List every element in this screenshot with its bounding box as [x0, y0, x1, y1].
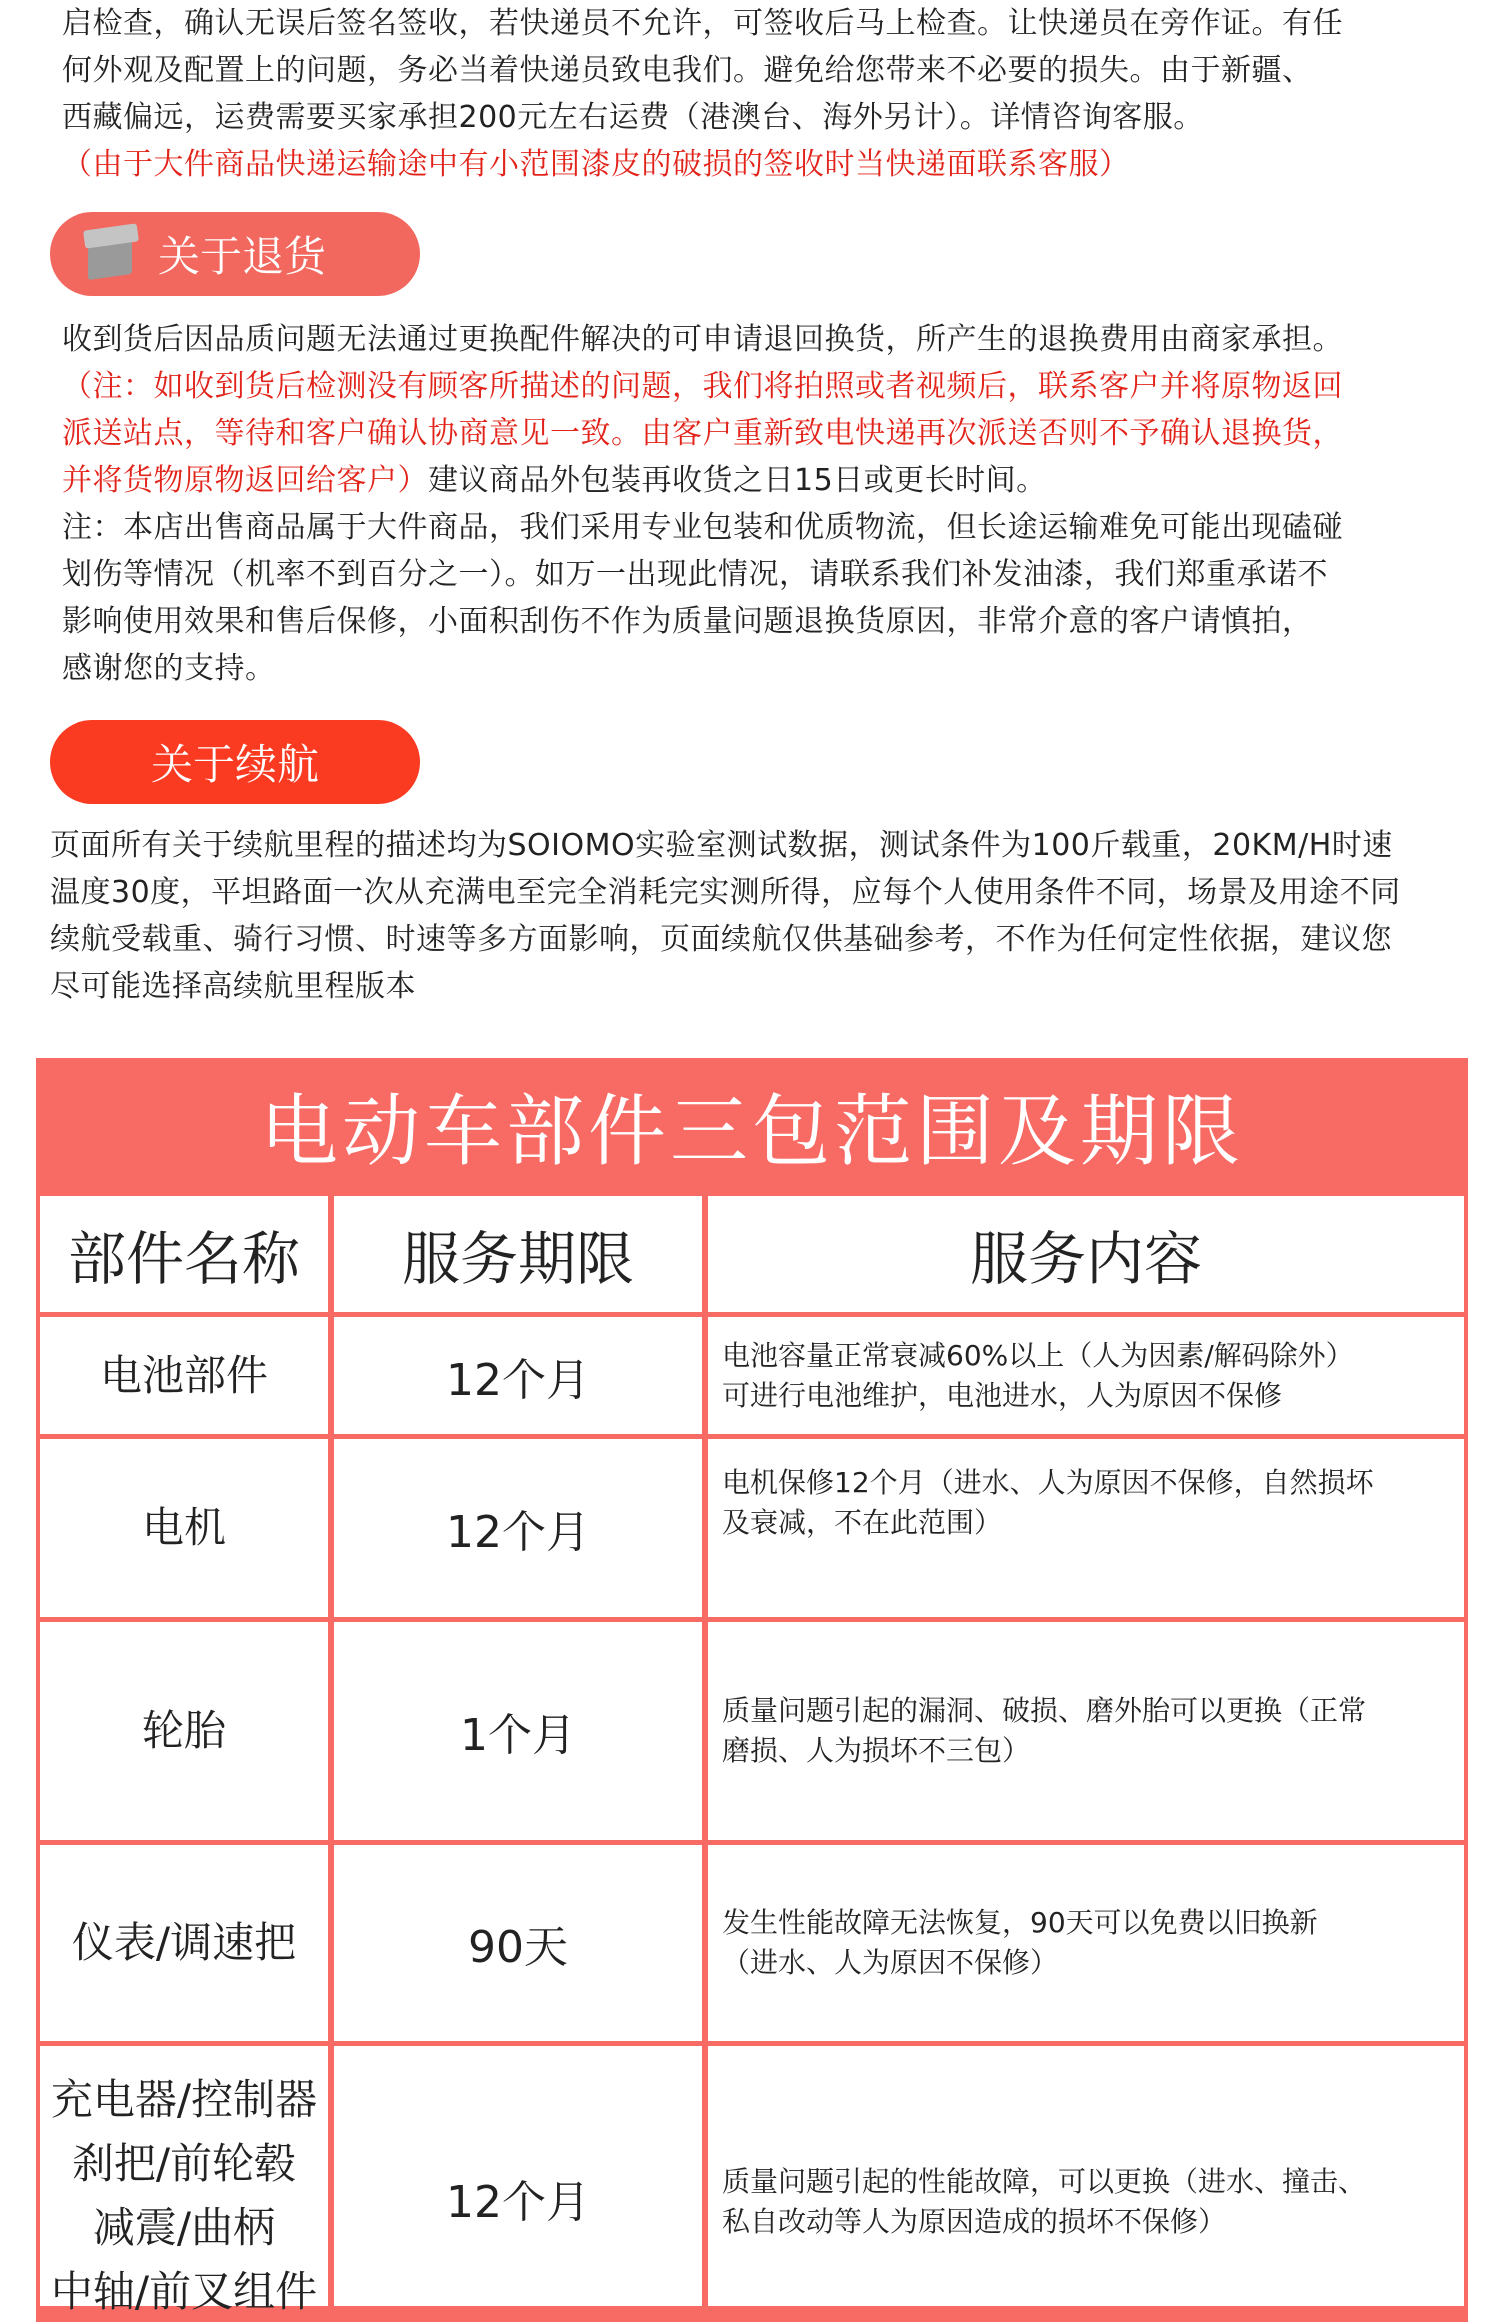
row-part-name: [40, 2046, 328, 2316]
content-line: 质量问题引起的性能故障，可以更换（进水、撞击、: [722, 2165, 1367, 2198]
part-name-text: 刹把/前轮毂: [71, 2139, 297, 2188]
intro-paragraph: [62, 0, 1452, 188]
row-part-name: [40, 1845, 328, 2041]
content-line: 磨损、人为损坏不三包）: [722, 1734, 1031, 1767]
returns-line: 收到货后因品质问题无法通过更换配件解决的可申请退回换货，所产生的退换费用由商家承担。: [62, 322, 1343, 357]
row-part-name: [40, 1317, 328, 1434]
part-name-text: 轮胎: [141, 1706, 226, 1755]
content-line: 电机保修12个月（进水、人为原因不保修，自然损坏: [722, 1466, 1374, 1499]
row-period: 12个月: [334, 2046, 702, 2306]
header-service-content: 服务内容: [708, 1196, 1464, 1312]
part-name-text: 电机: [141, 1503, 226, 1552]
row-part-name: [40, 1439, 328, 1617]
returns-section-heading: [50, 212, 420, 296]
returns-note-line: 注：本店出售商品属于大件商品，我们采用专业包装和优质物流，但长途运输难免可能出现磕碰: [62, 510, 1343, 545]
intro-line: 何外观及配置上的问题，务必当着快递员致电我们。避免给您带来不必要的损失。由于新疆、: [62, 53, 1313, 88]
returns-title: 关于退货: [158, 232, 327, 281]
returns-paragraph: [62, 316, 1452, 692]
content-line: 私自改动等人为原因造成的损坏不保修）: [722, 2205, 1227, 2238]
content-line: 质量问题引起的漏洞、破损、磨外胎可以更换（正常: [722, 1694, 1367, 1727]
content-line: 可进行电池维护，电池进水，人为原因不保修: [722, 1378, 1283, 1412]
returns-note-line: 划伤等情况（机率不到百分之一）。如万一出现此情况，请联系我们补发油漆，我们郑重承诺不: [62, 557, 1328, 592]
range-line: 页面所有关于续航里程的描述均为SOIOMO实验室测试数据，测试条件为100斤载重，20KM/H时速: [50, 828, 1393, 863]
warranty-table-title: 电动车部件三包范围及期限: [259, 1087, 1244, 1177]
content-line: 电池容量正常衰减60%以上（人为因素/解码除外）: [722, 1338, 1354, 1372]
returns-tail: 建议商品外包装再收货之日15日或更长时间。: [428, 463, 1047, 498]
intro-line: 西藏偏远，运费需要买家承担200元左右运费（港澳台、海外另计）。详情咨询客服。: [62, 100, 1204, 135]
intro-red-note: （由于大件商品快递运输途中有小范围漆皮的破损的签收时当快递面联系客服）: [62, 147, 1130, 182]
range-paragraph: [50, 822, 1470, 1010]
row-content: [708, 1622, 1464, 1840]
part-name-text: 仪表/调速把: [71, 1918, 297, 1967]
returns-red-line: 并将货物原物返回给客户）: [62, 463, 428, 498]
warranty-table: [36, 1058, 1468, 2322]
row-period: 90天: [334, 1845, 702, 2041]
row-content: [708, 1317, 1464, 1434]
range-title: 关于续航: [150, 740, 319, 789]
header-part-name: 部件名称: [40, 1196, 328, 1312]
row-period: 12个月: [334, 1317, 702, 1434]
row-content: [708, 1439, 1464, 1617]
row-period: 12个月: [334, 1439, 702, 1617]
row-period: 1个月: [334, 1622, 702, 1840]
range-line: 尽可能选择高续航里程版本: [50, 969, 416, 1004]
part-name-text: 充电器/控制器: [50, 2075, 318, 2124]
part-name-text: 电池部件: [99, 1350, 268, 1400]
content-line: （进水、人为原因不保修）: [722, 1946, 1059, 1979]
range-section-heading: [50, 720, 420, 804]
returns-red-line: 派送站点，等待和客户确认协商意见一致。由客户重新致电快递再次派送否则不予确认退换货，: [62, 416, 1343, 451]
range-line: 续航受载重、骑行习惯、时速等多方面影响，页面续航仅供基础参考，不作为任何定性依据，建议您: [50, 922, 1392, 957]
intro-line: 启检查，确认无误后签名签收，若快递员不允许，可签收后马上检查。让快递员在旁作证。有任: [62, 6, 1343, 41]
content-line: 及衰减，不在此范围）: [722, 1506, 1003, 1539]
row-content: [708, 1845, 1464, 2041]
range-line: 温度30度，平坦路面一次从充满电至完全消耗完实测所得，应每个人使用条件不同，场景及用途不同: [50, 875, 1401, 910]
returns-red-line: （注：如收到货后检测没有顾客所描述的问题，我们将拍照或者视频后，联系客户并将原物返回: [62, 369, 1343, 404]
warranty-grid: [40, 1196, 1464, 2322]
row-content: [708, 2046, 1464, 2306]
header-service-period: 服务期限: [334, 1196, 702, 1312]
returns-note-line: 影响使用效果和售后保修，小面积刮伤不作为质量问题退换货原因，非常介意的客户请慎拍，: [62, 604, 1313, 639]
content-line: 发生性能故障无法恢复，90天可以免费以旧换新: [722, 1906, 1318, 1939]
part-name-text: 中轴/前叉组件: [50, 2267, 318, 2316]
row-part-name: [40, 1622, 328, 1840]
package-box-icon: [82, 225, 140, 283]
returns-note-line: 感谢您的支持。: [62, 651, 276, 686]
part-name-text: 减震/曲柄: [92, 2203, 276, 2252]
